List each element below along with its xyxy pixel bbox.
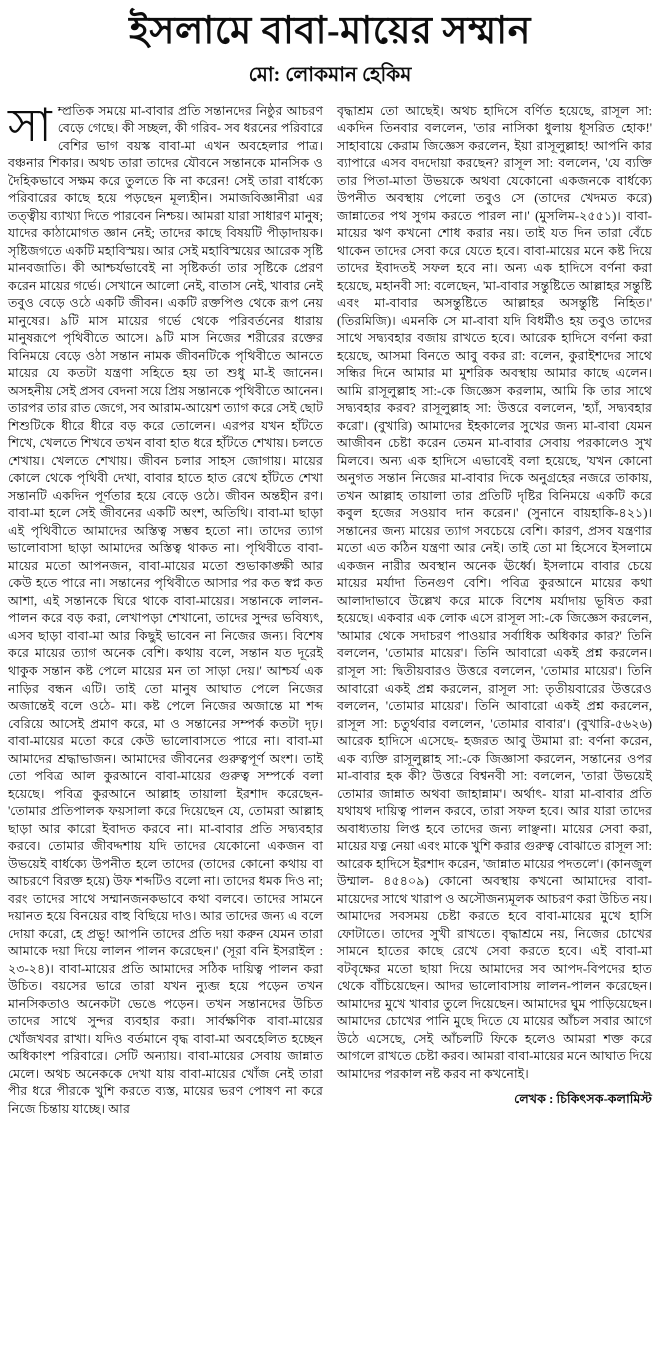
drop-cap: সা [8,99,52,151]
article-byline: মো: লোকমান হেকিম [248,63,412,86]
article-headline: ইসলামে বাবা-মায়ের সম্মান [129,10,531,52]
article-body [8,99,653,1119]
column-left [8,99,323,1119]
left-column-text: ম্প্রতিক সময়ে মা-বাবার প্রতি সন্তানদের নিষ্ঠুর আচরণ বেড়ে গেছে। কী সচ্ছল, কী গরিব- সব ধরনের পরিবারে বেশির ভাগ বয়স্ক বাবা-মা এখন অবহেলার পাত্র। বঞ্চনার শিকার। অথচ তারা তাদের যৌবনে সন্তানকে মানসিক ও দৈহিকভাবে সক্ষম করে তুলতে কি না করেন! সেই তারা বার্ধক্যে পরিবারের কাছে হয়ে পড়ছেন মূল্যহীন। সমাজবিজ্ঞানীরা এর তত্ত্বীয় ব্যাখ্যা দিতে পারবেন নিশ্চয়। আমরা যারা সাধারণ মানুষ; যাদের কাঠামোগত জ্ঞান নেই; তাদের কাছে বিষয়টি পীড়াদায়ক। সৃষ্টিজগতে একটি মহাবিস্ময়। আর সেই মহাবিস্ময়ের আরেক সৃষ্টি মানবজাতি। কী আশ্চর্যভাবেই না সৃষ্টিকর্তা তার সৃষ্টিকে প্রেরণ করেন মায়ের গর্ভে। সেখানে আলো নেই, বাতাস নেই, খাবার নেই তবুও বেড়ে ওঠে একটি জীবন। একটি রক্তপিণ্ড থেকে রূপ নেয় মানুষের। ৯টি মাস মায়ের গর্ভে থেকে পরিবর্তনের ধারায় মানুষরূপে পৃথিবীতে আসে। ৯টি মাস নিজের শরীরের রক্তের বিনিময়ে বেড়ে ওঠা সন্তান নামক জীবনটিকে পৃথিবীতে আনতে মায়ের যে কতটা যন্ত্রণা সহিতে হয় তা শুধু মা-ই জানেন। অসহনীয় সেই প্রসব বেদনা সয়ে প্রিয় সন্তানকে পৃথিবীতে আনেন। তারপর তার রাত জেগে, সব আরাম-আয়েশ ত্যাগ করে সেই ছোট শিশুটিকে ধীরে ধীরে বড় করে তোলেন। এরপর যখন হাঁটতে শিখে, খেলতে শিখবে তখন বাবা হাত ধরে হাঁটতে শেখায়। চলতে শেখায়। খেলতে শেখায়। জীবন চলার সাহস জোগায়। মায়ের কোলে থেকে পৃথিবী দেখা, বাবার হাতে হাত রেখে হাঁটতে শেখা সন্তানটি একদিন পূর্ণতার হয়ে বেড়ে ওঠে। জীবন অন্তহীন রণ। বাবা-মা হলে সেই জীবনের একটি অংশ, অতিথি। বাবা-মা ছাড়া এই পৃথিবীতে আমাদের অস্তিত্ব সম্ভব হতো না। তাদের ত্যাগ ভালোবাসা ছাড়া আমাদের অস্তিত্ব থাকত না। পৃথিবীতে বাবা-মায়ের মতো আপনজন, বাবা-মায়ের মতো শুভাকাঙ্ক্ষী আর কেউ হতে পারে না। সন্তানের পৃথিবীতে আসার পর কত স্বপ্ন কত আশা, এই সন্তানকে ঘিরে থাকে বাবা-মায়ের। সন্তানকে লালন-পালন করে বড় করা, লেখাপড়া শেখানো, তাদের সুন্দর ভবিষ্যৎ, এসব ছাড়া বাবা-মা আর কিছুই ভাবেন না নিজের জন্য। বিশেষ করে মায়ের ত্যাগ অনেক বেশি। কথায় বলে, সন্তান যত দূরেই থাকুক সন্তান কষ্ট পেলে মায়ের মন তা সাড়া দেয়।' আশ্চর্য এক নাড়ির বন্ধন এটি। তাই তো মানুষ আঘাত পেলে নিজের অজান্তেই বলে ওঠে- মা। কষ্ট পেলে নিজের অজান্তে মা শব্দ বেরিয়ে আসেই প্রমাণ করে, মা ও সন্তানের সম্পর্ক কতটা দৃঢ়। বাবা-মায়ের মতো করে কেউ ভালোবাসতে পারে না। বাবা-মা আমাদের শ্রদ্ধাভাজন। আমাদের জীবনের গুরুত্বপূর্ণ অংশ। তাই তো পবিত্র আল কুরআনে বাবা-মায়ের গুরুত্ব সম্পর্কে বলা হয়েছে। পবিত্র কুরআনে আল্লাহ তায়ালা ইরশাদ করেছেন- 'তোমার প্রতিপালক ফয়সালা করে দিয়েছেন যে, তোমরা আল্লাহ ছাড়া আর কারো ইবাদত করবে না। মা-বাবার প্রতি সদ্ব্যবহার করবে। তোমার জীবদ্দশায় যদি তাদের যেকোনো একজন বা উভয়েই বার্ধক্যে উপনীত হলে তাদের (তাদের কোনো কথায় বা আচরণে বিরক্ত হয়ে) উফ শব্দটিও বলো না। তাদের ধমক দিও না; বরং তাদের সাথে সম্মানজনকভাবে কথা বলবে। তাদের সামনে দয়ানত হয়ে বিনয়ের বাহু বিছিয়ে দাও। আর তাদের জন্য এ বলে দোয়া করো, হে প্রভু! আপনি তাদের প্রতি দয়া করুন যেমন তারা আমাকে দয়া দিয়ে লালন পালন করেছেন।' (সূরা বনি ইসরাইল : ২৩-২৪)। বাবা-মায়ের প্রতি আমাদের সঠিক দায়িত্ব পালন করা উচিত। বয়সের ভারে তারা যখন ন্যুব্জ হয়ে পড়েন তখন মানসিকতাও অনেকটা ভেঙে পড়েন। তখন সন্তানদের উচিত তাদের সাথে সুন্দর ব্যবহার করা। সার্বক্ষণিক বাবা-মায়ের খোঁজখবর রাখা। যদিও বর্তমানে বৃদ্ধ বাবা-মা অবহেলিত হচ্ছেন অধিকাংশ পরিবারে। সেটি অন্যায়। বাবা-মায়ের সেবায় জান্নাত মেলে। অথচ অনেককে দেখা যায় বাবা-মায়ের খোঁজ নেই তারা পীর ধরে পীরকে খুশি করতে ব্যস্ত, মায়ের ভরণ পোষণ না করে নিজে চিন্তায় যাচ্ছে। আর [8,103,323,1116]
right-column-text: বৃদ্ধাশ্রম তো আছেই। অথচ হাদিসে বর্ণিত হয়েছে, রাসূল সা: একদিন তিনবার বললেন, 'তার নাসিকা ধুলায় ধূসরিত হোক!' সাহাবায়ে কেরাম জিজ্ঞেস করলেন, ইয়া রাসূলুল্লাহ! আপনি কার ব্যাপারে এসব বদদোয়া করছেন? রাসূল সা: বললেন, 'যে ব্যক্তি তার পিতা-মাতা উভয়কে অথবা যেকোনো একজনকে বার্ধক্যে উপনীত অবস্থায় পেলো তবুও সে (তাদের খেদমত করে) জান্নাতের পথ সুগম করতে পারল না।' (মুসলিম-২৫৫১)। বাবা-মায়ের ঋণ কখনো শোধ করার নয়। তাই যত দিন তারা বেঁচে থাকেন তাদের সেবা করে যেতে হবে। বাবা-মায়ের মনে কষ্ট দিয়ে তাদের ইবাদতই সফল হবে না। অন্য এক হাদিসে বর্ণনা করা হয়েছে, মহানবী সা: বলেছেন, 'মা-বাবার সন্তুষ্টিতে আল্লাহর সন্তুষ্টি এবং মা-বাবার অসন্তুষ্টিতে আল্লাহর অসন্তুষ্টি নিহিত।' (তিরমিজি)। এমনকি সে মা-বাবা যদি বিধর্মীও হয় তবুও তাদের সাথে সদ্ব্যবহার বজায় রাখতে হবে। আরেক হাদিসে বর্ণনা করা হয়েছে, আসমা বিনতে আবু বকর রা: বলেন, কুরাইশদের সাথে সন্ধির দিনে আমার মা মুশরিক অবস্থায় আমার কাছে এলেন। আমি রাসূলুল্লাহ সা:-কে জিজ্ঞেস করলাম, আমি কি তার সাথে সদ্ব্যবহার করব? রাসূলুল্লাহ সা: উত্তরে বললেন, 'হ্যাঁ, সদ্ব্যবহার করো'। (বুখারি) আমাদের ইহকালের সুখের জন্য মা-বাবা যেমন আজীবন চেষ্টা করেন তেমন মা-বাবার সেবায় পরকালেও সুখ মিলবে। অন্য এক হাদিসে এভাবেই বলা হয়েছে, 'যখন কোনো অনুগত সন্তান নিজের মা-বাবার দিকে অনুগ্রহের নজরে তাকায়, তখন আল্লাহ তায়ালা তার প্রতিটি দৃষ্টির বিনিময়ে একটি করে কবুল হজের সওয়াব দান করেন।' (সুনানে বায়হাকি-৪২১)। সন্তানের জন্য মায়ের ত্যাগ সবচেয়ে বেশি। কারণ, প্রসব যন্ত্রণার মতো এত কঠিন যন্ত্রণা আর নেই। তাই তো মা হিসেবে ইসলামে একজন নারীর অবস্থান অনেক ঊর্ধ্বে। ইসলামে বাবার চেয়ে মায়ের মর্যাদা তিনগুণ বেশি। পবিত্র কুরআনে মায়ের কথা আলাদাভাবে উল্লেখ করে মাকে বিশেষ মর্যাদায় ভূষিত করা হয়েছে। একবার এক লোক এসে রাসূল সা:-কে জিজ্ঞেস করলেন, 'আমার থেকে সদাচরণ পাওয়ার সর্বাধিক অধিকার কার?' তিনি বললেন, 'তোমার মায়ের'। তিনি আবারো একই প্রশ্ন করলেন। রাসূল সা: দ্বিতীয়বারও উত্তরে বললেন, 'তোমার মায়ের'। তিনি আবারো একই প্রশ্ন করলেন, রাসূল সা: তৃতীয়বারের উত্তরেও বললেন, 'তোমার মায়ের'। তিনি আবারো একই প্রশ্ন করলেন, রাসূল সা: চতুর্থবার বললেন, 'তোমার বাবার'। (বুখারি-৫৬২৬) আরেক হাদিসে এসেছে- হজরত আবু উমামা রা: বর্ণনা করেন, এক ব্যক্তি রাসূলুল্লাহ সা:-কে জিজ্ঞাসা করলেন, সন্তানের ওপর মা-বাবার হক কী? উত্তরে বিশ্বনবী সা: বললেন, 'তারা উভয়েই তোমার জান্নাত অথবা জাহান্নাম'। অর্থাৎ- যারা মা-বাবার প্রতি যথাযথ দায়িত্ব পালন করবে, তারা সফল হবে। আর যারা তাদের অবাধ্যতায় লিপ্ত হবে তাদের জন্য লাঞ্ছনা। মায়ের সেবা করা, মায়ের যত্ন নেয়া এবং মাকে খুশি করার গুরুত্ব বোঝাতে রাসূল সা: আরেক হাদিসে ইরশাদ করেন, 'জান্নাত মায়ের পদতলে'। (কানজুল উম্মাল- ৪৫৪০৯) কোনো অবস্থায় কখনো আমাদের বাবা-মায়েদের সাথে খারাপ ও অসৌজন্যমূলক আচরণ করা উচিত নয়। আমাদের সবসময় চেষ্টা করতে হবে বাবা-মায়ের মুখে হাসি ফোটাতে। তাদের সুখী রাখতে। বৃদ্ধাশ্রমে নয়, নিজের চোখের সামনে হাতের কাছে রেখে সেবা করতে হবে। এই বাবা-মা বটবৃক্ষের মতো ছায়া দিয়ে আমাদের সব আপদ-বিপদের হাত থেকে বাঁচিয়েছেন। আদর ভালোবাসায় লালন-পালন করেছেন। আমাদের মুখে খাবার তুলে দিয়েছেন। আমাদের ঘুম পাড়িয়েছেন। আমাদের চোখের পানি মুছে দিতে যে মায়ের আঁচল সবার আগে উঠে এসেছে, সেই আঁচলটি ফিকে হলেও আমরা শক্ত করে আগলে রাখতে চেষ্টা করব। আমরা বাবা-মায়ের মনে আঘাত দিয়ে আমাদের পরকাল নষ্ট করব না কখনোই। [337,103,653,1081]
column-right [337,103,652,1119]
author-credit: লেখক : চিকিৎসক-কলামিস্ট [514,1092,652,1107]
